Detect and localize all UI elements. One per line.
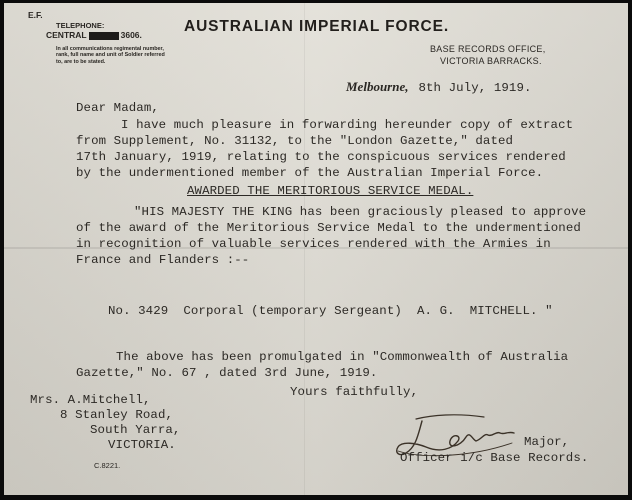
office-location: VICTORIA BARRACKS. <box>440 56 542 66</box>
telephone-label: TELEPHONE: <box>56 21 105 30</box>
closing: Yours faithfully, <box>290 385 419 399</box>
ef-mark: E.F. <box>28 10 43 20</box>
form-code: C.8221. <box>94 461 121 470</box>
address-line-1: Mrs. A.Mitchell, <box>30 393 151 407</box>
telephone-number <box>46 30 142 40</box>
communication-instructions: In all communications regimental number, rank, full name and unit of Soldier referred to, are to be stated. <box>56 46 165 65</box>
para2-line3: in recognition of valuable services rendered with the Armies in <box>76 237 551 251</box>
para2-line2: of the award of the Meritorious Service Medal to the undermentioned <box>76 221 581 235</box>
award-heading: AWARDED THE MERITORIOUS SERVICE MEDAL. <box>187 184 474 198</box>
para1-line4: by the undermentioned member of the Australian Imperial Force. <box>76 166 544 180</box>
letter-date: 8th July, 1919. <box>418 81 532 95</box>
place-name: Melbourne, <box>346 79 409 94</box>
redaction-mark <box>89 32 119 40</box>
letter-document <box>4 3 628 495</box>
promulgated-line2: Gazette," No. 67 , dated 3rd June, 1919. <box>76 366 378 380</box>
central-prefix: CENTRAL <box>46 30 87 40</box>
para1-line2: from Supplement, No. 31132, to the "London Gazette," dated <box>76 134 514 148</box>
para1-line3: 17th January, 1919, relating to the conspicuous services rendered <box>76 150 566 164</box>
para2-line1: "HIS MAJESTY THE KING has been graciously pleased to approve <box>134 205 587 219</box>
para1-line1: I have much pleasure in forwarding hereunder copy of extract <box>121 118 574 132</box>
promulgated-line1: The above has been promulgated in "Commonwealth of Australia <box>116 350 569 364</box>
address-line-4: VICTORIA. <box>108 438 176 452</box>
soldier-entry: No. 3429 Corporal (temporary Sergeant) A. G. MITCHELL. " <box>108 304 553 318</box>
office-name: BASE RECORDS OFFICE, <box>430 44 546 54</box>
para2-line4: France and Flanders :-- <box>76 253 250 267</box>
letterhead-title: AUSTRALIAN IMPERIAL FORCE. <box>184 18 450 35</box>
letter-date-line <box>346 78 532 96</box>
signatory-title: Officer i/c Base Records. <box>400 451 589 465</box>
address-line-2: 8 Stanley Road, <box>60 408 174 422</box>
central-number: 3606. <box>120 30 142 40</box>
signatory-rank: Major, <box>524 435 570 449</box>
salutation: Dear Madam, <box>76 101 159 115</box>
address-line-3: South Yarra, <box>90 423 181 437</box>
